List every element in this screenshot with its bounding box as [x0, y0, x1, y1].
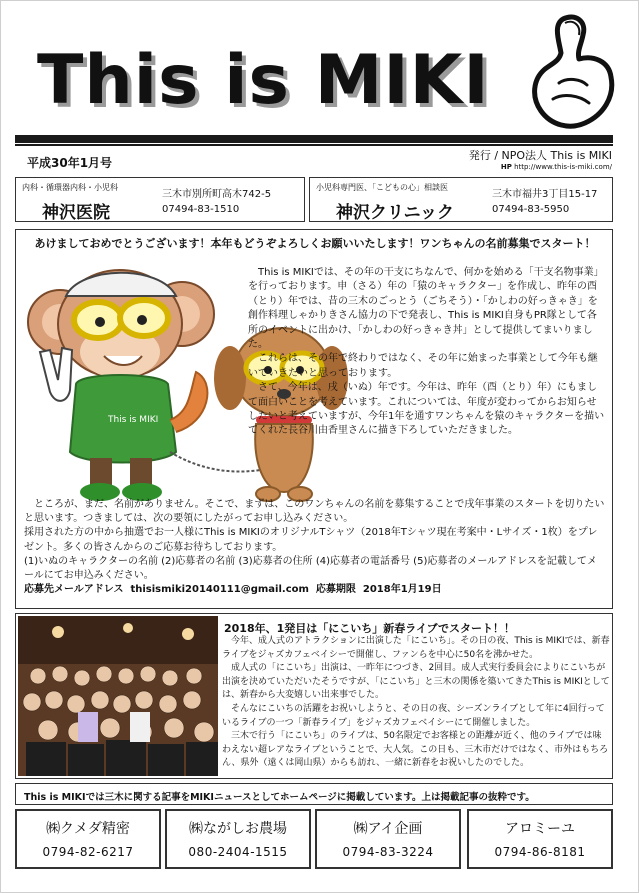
homepage-url[interactable]: [501, 163, 612, 171]
clinic-name: 神沢医院: [42, 203, 110, 223]
sponsor-name: アロミーユ: [505, 821, 575, 837]
sponsor-kumeda: [15, 809, 161, 869]
deadline-date: 2018年1月19日: [362, 584, 442, 596]
live-paragraph: 成人式の「にこいち」出演は、一昨年につづき、2回目。成人式実行委員会によりにこいちが出演を決めていただいたそうですが、「にこいち」と三木の関係を築いてきたThis is MIKIとしては、新春から大変嬉しい出来事でした。: [222, 663, 610, 701]
application-info: [24, 583, 606, 597]
email-address[interactable]: thisismiki20140111@gmail.com: [130, 584, 309, 596]
article-body-bottom: [24, 498, 606, 597]
article-paragraph: ところが、まだ、名前がありません。そこで、まずは、このワンちゃんの名前を募集することで戌年事業のスタートを切りたいと思います。つきましては、次の要領にしたがってお申し込みください。: [24, 499, 605, 525]
website-notice: This is MIKIでは三木に関する記事をMIKIニュースとしてホームページに掲載しています。上は掲載記事の抜粋です。: [15, 783, 613, 805]
clinic-ad-kanzawa-clinic: [309, 177, 613, 222]
live-body: [222, 635, 610, 771]
clinic-tel: 07494-83-5950: [492, 204, 570, 215]
masthead: [15, 11, 627, 145]
email-label: 応募先メールアドレス: [24, 584, 124, 596]
sponsor-tel: 0794-83-3224: [342, 845, 434, 859]
article-paragraph: This is MIKIでは、その年の干支にちなんで、何かを始める「干支名物事業」を行っております。申（さる）年の「猿のキャラクター」を作成し、昨年の酉（とり）年では、昔の三木のごっとう（ごちそう）・「かしわの好っきゃき」を創作料理しゃかりきさん協力の下で発表し、This is MIKI自身もPR隊として各所のイベントに出かけ、「かしわの好っきゃき丼」として提供してまいりました。: [248, 267, 604, 351]
newsletter-title: This is MIKI: [37, 41, 490, 120]
sponsor-tel: 0794-82-6217: [42, 845, 134, 859]
sponsor-ai-kikaku: [315, 809, 461, 869]
live-photo: [18, 616, 218, 776]
clinic-ad-kanzawa-iin: [15, 177, 305, 222]
masthead-rule-thin: [15, 144, 613, 146]
sponsor-name: ㈱ながしお農場: [189, 821, 287, 837]
article-paragraph: (1)いぬのキャラクターの名前 (2)応募者の名前 (3)応募者の住所 (4)応募者の電話番号 (5)応募者のメールアドレスを記載してメールにてお申込みください。: [24, 555, 597, 582]
hp-url-text: http://www.this-is-miki.com/: [514, 163, 612, 171]
masthead-rule-thick: [15, 135, 613, 143]
hp-label: HP: [500, 163, 512, 171]
live-paragraph: 三木で行う「にこいち」のライブは、50名限定でお客様との距離が近く、他のライブでは味わえない超レアなライブということで、大人気。この日も、三木市だけではなく、市外はもちろん、県外（遠くは岡山県）からも訪れ、一緒に新春をお祝いしたのでした。: [222, 731, 609, 769]
article-body-right: [248, 266, 606, 439]
clinic-address: 三木市福井3丁目15-17: [492, 189, 598, 200]
article-paragraph: これらは、その年で終わりではなく、その年に始まった事業として今年も継いでいきたいと思っております。: [248, 353, 598, 379]
live-paragraph: 今年、成人式のアトラクションに出演した「にこいち」。その日の夜、This is MIKIでは、新春ライブをジャズカフェベイシーで開催し、ファンらを中心に50名を沸かせた。: [222, 636, 610, 660]
sponsor-aromiyu: [467, 809, 613, 869]
article-paragraph: さて、今年は、戌（いぬ）年です。今年は、昨年（酉（とり）年）にもまして面白いことを考えています。これについては、年度が変わってからお知らせしたいと考えていますが、今年1年を通すワンちゃんを猿のキャラクターを描いてくれた長谷川由香里さんに描き下ろしていただきました。: [248, 382, 605, 437]
clinic-name: 神沢クリニック: [336, 203, 454, 223]
sponsor-tel: 080-2404-1515: [188, 845, 288, 859]
sponsor-nagashio: [165, 809, 311, 869]
live-paragraph: そんなにこいちの活躍をお祝いしようと、その日の夜、シーズンライブとして年に4回行っているライブの一つ「新春ライブ」をジャズカフェベイシーにて開催しました。: [222, 703, 605, 728]
issue-date: 平成30年1月号: [27, 156, 113, 170]
mascot-shirt-text: This is MIKI: [108, 415, 159, 425]
live-headline: 2018年、1発目は「にこいち」新春ライブでスタート！！: [224, 622, 515, 635]
deadline-label: 応募期限: [315, 584, 356, 596]
clinic-specialty: 小児科専門医、「こどもの心」相談医: [316, 183, 448, 192]
hand-logo-icon: [523, 11, 619, 137]
sponsor-name: ㈱クメダ精密: [46, 821, 130, 837]
main-article: [15, 229, 613, 609]
clinic-specialty: 内科・循環器内科・小児科: [22, 183, 118, 192]
live-article: [15, 613, 613, 779]
clinic-address: 三木市別所町高木742-5: [162, 189, 272, 200]
sponsor-name: ㈱アイ企画: [353, 821, 423, 837]
sponsor-tel: 0794-86-8181: [494, 845, 586, 859]
article-paragraph: 採用された方の中から抽選でお一人様にThis is MIKIのオリジナルTシャツ（2018年Tシャツ現在考案中・Lサイズ・1枚）をプレゼント。多くの皆さんからのご応募お待ちしております。: [24, 527, 598, 553]
article-headline: あけましておめでとうございます！本年もどうぞよろしくお願いいたします！ワンちゃんの名前募集でスタート！: [34, 237, 596, 250]
clinic-tel: 07494-83-1510: [162, 204, 240, 215]
publisher: 発行 / NPO法人 This is MIKI: [468, 149, 612, 162]
